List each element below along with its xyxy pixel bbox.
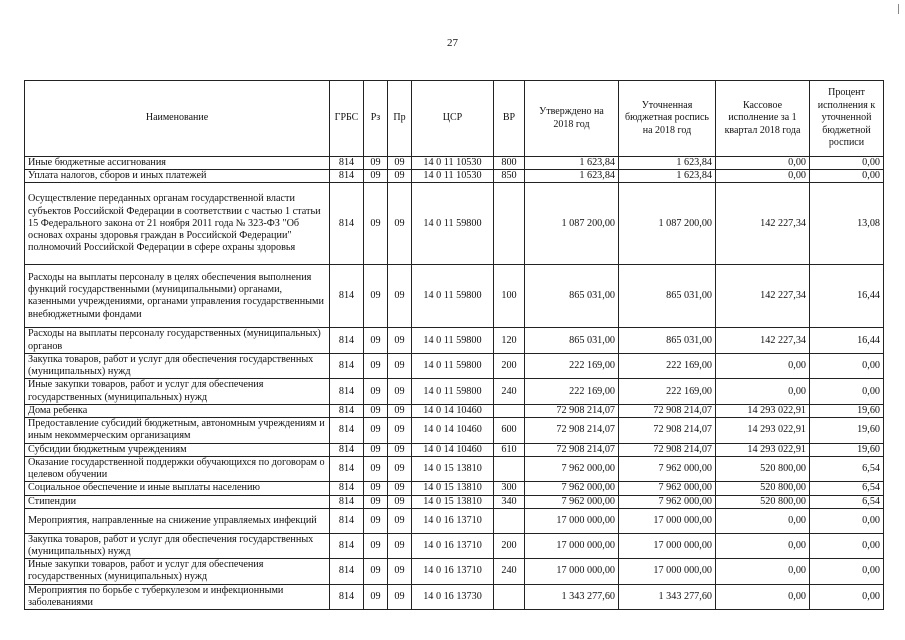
row-approved: 865 031,00 [525, 328, 619, 353]
header-approved: Утверждено на 2018 год [525, 81, 619, 157]
row-percent: 19,60 [810, 418, 884, 443]
row-rz: 09 [364, 559, 388, 584]
row-name: Мероприятия, направленные на снижение управляемых инфекций [25, 508, 330, 533]
row-pr: 09 [388, 353, 412, 378]
row-pr: 09 [388, 533, 412, 558]
row-grbs: 814 [330, 482, 364, 495]
row-vr: 600 [494, 418, 525, 443]
row-grbs: 814 [330, 353, 364, 378]
row-name: Мероприятия по борьбе с туберкулезом и инфекционными заболеваниями [25, 584, 330, 609]
row-refined: 1 087 200,00 [619, 183, 716, 265]
row-name: Предоставление субсидий бюджетным, автономным учреждениям и иным некоммерческим организациям [25, 418, 330, 443]
row-vr: 200 [494, 533, 525, 558]
header-csr: ЦСР [412, 81, 494, 157]
row-grbs: 814 [330, 508, 364, 533]
row-pr: 09 [388, 584, 412, 609]
row-vr: 240 [494, 559, 525, 584]
row-csr: 14 0 11 59800 [412, 328, 494, 353]
row-refined: 865 031,00 [619, 328, 716, 353]
row-cash: 520 800,00 [716, 456, 810, 481]
row-percent: 6,54 [810, 495, 884, 508]
table-row [25, 404, 884, 417]
row-pr: 09 [388, 456, 412, 481]
row-percent: 13,08 [810, 183, 884, 265]
header-percent: Процент исполнения к уточненной бюджетной росписи [810, 81, 884, 157]
row-percent: 19,60 [810, 443, 884, 456]
table-row [25, 495, 884, 508]
row-vr: 200 [494, 353, 525, 378]
row-rz: 09 [364, 533, 388, 558]
row-pr: 09 [388, 404, 412, 417]
page-edge-mark [898, 4, 899, 14]
row-csr: 14 0 11 59800 [412, 379, 494, 404]
row-approved: 7 962 000,00 [525, 495, 619, 508]
row-csr: 14 0 16 13730 [412, 584, 494, 609]
row-refined: 17 000 000,00 [619, 508, 716, 533]
row-name: Закупка товаров, работ и услуг для обеспечения государственных (муниципальных) нужд [25, 353, 330, 378]
row-refined: 72 908 214,07 [619, 418, 716, 443]
table-header-row [25, 81, 884, 157]
row-approved: 865 031,00 [525, 265, 619, 328]
row-rz: 09 [364, 443, 388, 456]
row-percent: 6,54 [810, 456, 884, 481]
row-csr: 14 0 11 10530 [412, 157, 494, 170]
row-cash: 14 293 022,91 [716, 404, 810, 417]
row-cash: 14 293 022,91 [716, 443, 810, 456]
row-cash: 0,00 [716, 559, 810, 584]
table-row [25, 379, 884, 404]
row-grbs: 814 [330, 584, 364, 609]
row-name: Расходы на выплаты персоналу в целях обеспечения выполнения функций государственными (муниципальными) органами, казенными учреждениями, органами управления государственными внебюджетными фондами [25, 265, 330, 328]
row-cash: 0,00 [716, 353, 810, 378]
row-percent: 0,00 [810, 353, 884, 378]
row-vr: 300 [494, 482, 525, 495]
row-approved: 222 169,00 [525, 353, 619, 378]
row-grbs: 814 [330, 183, 364, 265]
row-approved: 7 962 000,00 [525, 456, 619, 481]
row-cash: 142 227,34 [716, 265, 810, 328]
header-vr: ВР [494, 81, 525, 157]
table-row [25, 584, 884, 609]
row-percent: 19,60 [810, 404, 884, 417]
row-csr: 14 0 11 59800 [412, 183, 494, 265]
row-approved: 1 343 277,60 [525, 584, 619, 609]
row-pr: 09 [388, 508, 412, 533]
row-percent: 0,00 [810, 584, 884, 609]
row-refined: 222 169,00 [619, 353, 716, 378]
row-approved: 7 962 000,00 [525, 482, 619, 495]
row-cash: 0,00 [716, 533, 810, 558]
row-rz: 09 [364, 584, 388, 609]
row-cash: 0,00 [716, 508, 810, 533]
row-name: Расходы на выплаты персоналу государственных (муниципальных) органов [25, 328, 330, 353]
row-pr: 09 [388, 328, 412, 353]
row-rz: 09 [364, 495, 388, 508]
row-approved: 1 087 200,00 [525, 183, 619, 265]
row-percent: 16,44 [810, 265, 884, 328]
row-rz: 09 [364, 265, 388, 328]
row-name: Дома ребенка [25, 404, 330, 417]
row-vr: 120 [494, 328, 525, 353]
row-pr: 09 [388, 482, 412, 495]
row-vr: 100 [494, 265, 525, 328]
row-percent: 0,00 [810, 379, 884, 404]
row-approved: 222 169,00 [525, 379, 619, 404]
table-row [25, 559, 884, 584]
row-csr: 14 0 15 13810 [412, 456, 494, 481]
row-name: Иные закупки товаров, работ и услуг для обеспечения государственных (муниципальных) нужд [25, 559, 330, 584]
row-grbs: 814 [330, 443, 364, 456]
row-rz: 09 [364, 404, 388, 417]
header-pr: Пр [388, 81, 412, 157]
row-percent: 0,00 [810, 508, 884, 533]
row-name: Субсидии бюджетным учреждениям [25, 443, 330, 456]
row-vr: 610 [494, 443, 525, 456]
row-approved: 72 908 214,07 [525, 418, 619, 443]
row-approved: 1 623,84 [525, 170, 619, 183]
row-vr [494, 508, 525, 533]
row-vr [494, 584, 525, 609]
row-grbs: 814 [330, 495, 364, 508]
row-vr: 240 [494, 379, 525, 404]
row-name: Иные бюджетные ассигнования [25, 157, 330, 170]
row-refined: 7 962 000,00 [619, 482, 716, 495]
row-grbs: 814 [330, 559, 364, 584]
row-rz: 09 [364, 418, 388, 443]
row-rz: 09 [364, 379, 388, 404]
row-grbs: 814 [330, 328, 364, 353]
table-row [25, 533, 884, 558]
row-refined: 7 962 000,00 [619, 456, 716, 481]
row-csr: 14 0 11 59800 [412, 265, 494, 328]
row-grbs: 814 [330, 379, 364, 404]
row-refined: 222 169,00 [619, 379, 716, 404]
row-name: Закупка товаров, работ и услуг для обеспечения государственных (муниципальных) нужд [25, 533, 330, 558]
row-csr: 14 0 14 10460 [412, 404, 494, 417]
row-grbs: 814 [330, 265, 364, 328]
row-cash: 520 800,00 [716, 482, 810, 495]
row-cash: 520 800,00 [716, 495, 810, 508]
row-name: Социальное обеспечение и иные выплаты населению [25, 482, 330, 495]
row-refined: 865 031,00 [619, 265, 716, 328]
page-number: 27 [447, 37, 458, 49]
header-rz: Рз [364, 81, 388, 157]
table-row [25, 508, 884, 533]
row-rz: 09 [364, 157, 388, 170]
row-approved: 1 623,84 [525, 157, 619, 170]
row-approved: 17 000 000,00 [525, 508, 619, 533]
row-refined: 1 343 277,60 [619, 584, 716, 609]
row-vr [494, 456, 525, 481]
table-row [25, 443, 884, 456]
row-name: Осуществление переданных органам государственной власти субъектов Российской Федерации в соответствии с частью 1 статьи 15 Федерального закона от 21 ноября 2011 года № 323-ФЗ "Об основах охраны здоровья граждан в Российской Федерации" полномочий Российской Федерации в сфере охраны здоровья [25, 183, 330, 265]
row-pr: 09 [388, 559, 412, 584]
table-row [25, 157, 884, 170]
row-rz: 09 [364, 328, 388, 353]
table-row [25, 418, 884, 443]
row-pr: 09 [388, 183, 412, 265]
row-csr: 14 0 14 10460 [412, 418, 494, 443]
row-grbs: 814 [330, 170, 364, 183]
row-cash: 14 293 022,91 [716, 418, 810, 443]
row-vr: 850 [494, 170, 525, 183]
row-approved: 72 908 214,07 [525, 404, 619, 417]
row-percent: 0,00 [810, 157, 884, 170]
row-refined: 17 000 000,00 [619, 559, 716, 584]
row-cash: 0,00 [716, 584, 810, 609]
row-rz: 09 [364, 170, 388, 183]
table-row [25, 328, 884, 353]
budget-execution-table [24, 80, 884, 610]
row-rz: 09 [364, 482, 388, 495]
header-grbs: ГРБС [330, 81, 364, 157]
row-csr: 14 0 16 13710 [412, 559, 494, 584]
row-approved: 72 908 214,07 [525, 443, 619, 456]
table-row [25, 265, 884, 328]
row-cash: 0,00 [716, 170, 810, 183]
row-name: Иные закупки товаров, работ и услуг для обеспечения государственных (муниципальных) нужд [25, 379, 330, 404]
row-rz: 09 [364, 508, 388, 533]
table-body [25, 157, 884, 610]
row-grbs: 814 [330, 418, 364, 443]
row-csr: 14 0 16 13710 [412, 508, 494, 533]
row-percent: 0,00 [810, 533, 884, 558]
table-row [25, 183, 884, 265]
row-csr: 14 0 15 13810 [412, 482, 494, 495]
row-csr: 14 0 15 13810 [412, 495, 494, 508]
row-refined: 7 962 000,00 [619, 495, 716, 508]
row-percent: 6,54 [810, 482, 884, 495]
row-vr [494, 183, 525, 265]
row-pr: 09 [388, 157, 412, 170]
row-refined: 72 908 214,07 [619, 404, 716, 417]
table-row [25, 170, 884, 183]
row-vr: 800 [494, 157, 525, 170]
table-row [25, 482, 884, 495]
row-grbs: 814 [330, 404, 364, 417]
row-approved: 17 000 000,00 [525, 559, 619, 584]
row-pr: 09 [388, 495, 412, 508]
row-vr: 340 [494, 495, 525, 508]
row-pr: 09 [388, 379, 412, 404]
row-rz: 09 [364, 183, 388, 265]
row-percent: 16,44 [810, 328, 884, 353]
row-grbs: 814 [330, 456, 364, 481]
header-refined: Уточненная бюджетная роспись на 2018 год [619, 81, 716, 157]
row-refined: 1 623,84 [619, 170, 716, 183]
row-approved: 17 000 000,00 [525, 533, 619, 558]
row-percent: 0,00 [810, 170, 884, 183]
row-vr [494, 404, 525, 417]
row-name: Уплата налогов, сборов и иных платежей [25, 170, 330, 183]
row-rz: 09 [364, 353, 388, 378]
row-refined: 17 000 000,00 [619, 533, 716, 558]
row-csr: 14 0 14 10460 [412, 443, 494, 456]
row-pr: 09 [388, 418, 412, 443]
row-csr: 14 0 11 10530 [412, 170, 494, 183]
row-cash: 142 227,34 [716, 328, 810, 353]
row-cash: 0,00 [716, 379, 810, 404]
row-name: Стипендии [25, 495, 330, 508]
row-csr: 14 0 11 59800 [412, 353, 494, 378]
row-refined: 72 908 214,07 [619, 443, 716, 456]
row-grbs: 814 [330, 157, 364, 170]
header-name: Наименование [25, 81, 330, 157]
row-pr: 09 [388, 170, 412, 183]
row-cash: 142 227,34 [716, 183, 810, 265]
row-grbs: 814 [330, 533, 364, 558]
row-csr: 14 0 16 13710 [412, 533, 494, 558]
header-cash: Кассовое исполнение за 1 квартал 2018 года [716, 81, 810, 157]
row-rz: 09 [364, 456, 388, 481]
row-cash: 0,00 [716, 157, 810, 170]
row-percent: 0,00 [810, 559, 884, 584]
table-row [25, 456, 884, 481]
row-pr: 09 [388, 443, 412, 456]
row-name: Оказание государственной поддержки обучающихся по договорам о целевом обучении [25, 456, 330, 481]
table-row [25, 353, 884, 378]
row-refined: 1 623,84 [619, 157, 716, 170]
row-pr: 09 [388, 265, 412, 328]
